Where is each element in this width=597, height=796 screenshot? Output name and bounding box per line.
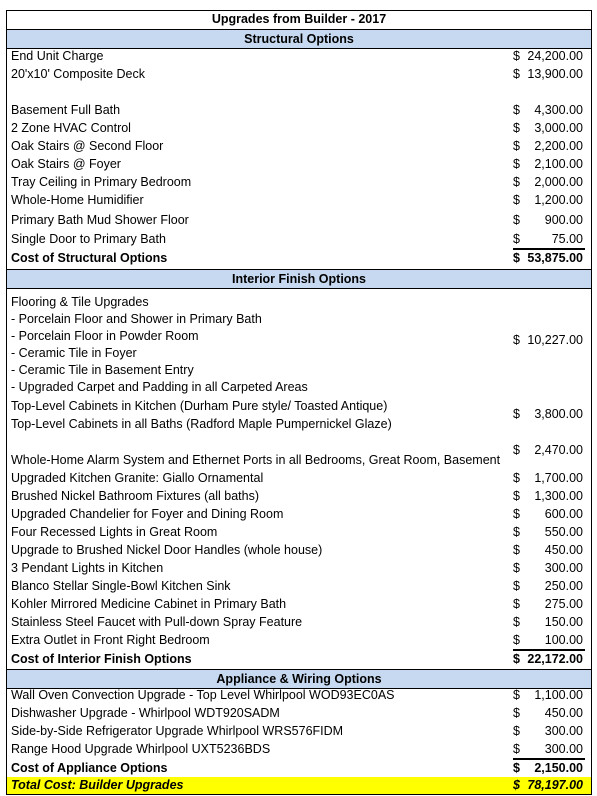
item-amount: 250.00 bbox=[544, 579, 583, 593]
dollar-sign: $ bbox=[513, 139, 520, 153]
dollar-sign: $ bbox=[513, 761, 520, 775]
section-title: Appliance & Wiring Options bbox=[216, 672, 382, 686]
subtotal-row-interior bbox=[7, 652, 591, 670]
item-amount: 100.00 bbox=[544, 633, 583, 647]
flooring-line bbox=[7, 295, 591, 313]
line-item bbox=[7, 579, 591, 597]
subtotal-label: Cost of Interior Finish Options bbox=[11, 652, 192, 666]
dollar-sign: $ bbox=[513, 706, 520, 720]
section-header-appliance bbox=[7, 669, 591, 689]
dollar-sign: $ bbox=[513, 333, 520, 347]
dollar-sign: $ bbox=[513, 742, 520, 756]
item-amount: 300.00 bbox=[544, 561, 583, 575]
item-label: - Porcelain Floor in Powder Room bbox=[11, 329, 199, 343]
dollar-sign: $ bbox=[513, 443, 520, 457]
item-label: - Upgraded Carpet and Padding in all Carpeted Areas bbox=[11, 380, 308, 394]
item-label: Upgraded Kitchen Granite: Giallo Ornamental bbox=[11, 471, 264, 485]
dollar-sign: $ bbox=[513, 471, 520, 485]
item-amount: 450.00 bbox=[544, 543, 583, 557]
item-label: Flooring & Tile Upgrades bbox=[11, 295, 149, 309]
subtotal-row-structural bbox=[7, 251, 591, 269]
subtotal-amount: 22,172.00 bbox=[527, 652, 583, 666]
item-amount: 2,000.00 bbox=[534, 175, 583, 189]
item-amount: 1,700.00 bbox=[534, 471, 583, 485]
item-label: Top-Level Cabinets in all Baths (Radford Maple Pumpernickel Glaze) bbox=[11, 417, 392, 431]
dollar-sign: $ bbox=[513, 652, 520, 666]
dollar-sign: $ bbox=[513, 103, 520, 117]
flooring-line bbox=[7, 329, 591, 347]
dollar-sign: $ bbox=[513, 615, 520, 629]
total-label: Total Cost: Builder Upgrades bbox=[11, 778, 184, 792]
item-label: - Ceramic Tile in Foyer bbox=[11, 346, 137, 360]
dollar-sign: $ bbox=[513, 579, 520, 593]
flooring-line bbox=[7, 363, 591, 381]
section-title: Structural Options bbox=[244, 32, 354, 46]
line-item bbox=[7, 232, 591, 250]
line-item bbox=[7, 597, 591, 615]
item-amount: 1,300.00 bbox=[534, 489, 583, 503]
item-label: Blanco Stellar Single-Bowl Kitchen Sink bbox=[11, 579, 231, 593]
item-label: Kohler Mirrored Medicine Cabinet in Primary Bath bbox=[11, 597, 287, 611]
dollar-sign: $ bbox=[513, 489, 520, 503]
line-item bbox=[7, 213, 591, 231]
line-item bbox=[7, 688, 591, 706]
line-item bbox=[7, 742, 591, 760]
item-label: End Unit Charge bbox=[11, 49, 104, 63]
item-amount: 900.00 bbox=[544, 213, 583, 227]
subtotal-rule bbox=[513, 649, 585, 651]
dollar-sign: $ bbox=[513, 633, 520, 647]
line-item bbox=[7, 525, 591, 543]
item-label: Wall Oven Convection Upgrade - Top Level Whirlpool WOD93EC0AS bbox=[11, 688, 395, 702]
item-amount: 2,470.00 bbox=[534, 443, 583, 457]
item-amount: 150.00 bbox=[544, 615, 583, 629]
upgrades-table bbox=[6, 10, 592, 795]
item-label: Tray Ceiling in Primary Bedroom bbox=[11, 175, 192, 189]
item-amount: 75.00 bbox=[551, 232, 583, 246]
item-label: Basement Full Bath bbox=[11, 103, 121, 117]
item-label: Oak Stairs @ Second Floor bbox=[11, 139, 164, 153]
line-item bbox=[7, 103, 591, 121]
item-amount: 1,100.00 bbox=[534, 688, 583, 702]
line-item bbox=[7, 633, 591, 651]
item-label: Four Recessed Lights in Great Room bbox=[11, 525, 218, 539]
title-text: Upgrades from Builder - 2017 bbox=[211, 12, 387, 26]
dollar-sign: $ bbox=[513, 543, 520, 557]
line-item bbox=[7, 193, 591, 211]
line-item bbox=[7, 471, 591, 489]
item-amount: 13,900.00 bbox=[527, 67, 583, 81]
item-amount: 2,100.00 bbox=[534, 157, 583, 171]
item-amount: 3,000.00 bbox=[534, 121, 583, 135]
item-label: Stainless Steel Faucet with Pull-down Spray Feature bbox=[11, 615, 303, 629]
line-item bbox=[7, 489, 591, 507]
line-item bbox=[7, 507, 591, 525]
item-label: 3 Pendant Lights in Kitchen bbox=[11, 561, 164, 575]
line-item bbox=[7, 49, 591, 67]
item-label: Upgrade to Brushed Nickel Door Handles (whole house) bbox=[11, 543, 323, 557]
subtotal-amount: 2,150.00 bbox=[534, 761, 583, 775]
section-header-structural bbox=[7, 29, 591, 49]
total-amount: 78,197.00 bbox=[527, 778, 583, 792]
item-amount: 3,800.00 bbox=[534, 407, 583, 421]
item-label: Whole-Home Alarm System and Ethernet Ports in all Bedrooms, Great Room, Basement bbox=[11, 453, 501, 467]
dollar-sign: $ bbox=[513, 121, 520, 135]
item-label: Upgraded Chandelier for Foyer and Dining Room bbox=[11, 507, 284, 521]
flooring-line bbox=[7, 346, 591, 364]
line-item bbox=[7, 175, 591, 193]
line-item bbox=[7, 706, 591, 724]
section-header-interior bbox=[7, 269, 591, 289]
item-amount: 300.00 bbox=[544, 742, 583, 756]
dollar-sign: $ bbox=[513, 49, 520, 63]
item-label: Side-by-Side Refrigerator Upgrade Whirlpool WRS576FIDM bbox=[11, 724, 344, 738]
subtotal-rule bbox=[513, 248, 585, 250]
line-item bbox=[7, 561, 591, 579]
dollar-sign: $ bbox=[513, 213, 520, 227]
grand-total-row bbox=[7, 777, 591, 794]
dollar-sign: $ bbox=[513, 688, 520, 702]
item-amount: 450.00 bbox=[544, 706, 583, 720]
item-label: Single Door to Primary Bath bbox=[11, 232, 166, 246]
dollar-sign: $ bbox=[513, 232, 520, 246]
dollar-sign: $ bbox=[513, 561, 520, 575]
line-item bbox=[7, 157, 591, 175]
item-amount: 300.00 bbox=[544, 724, 583, 738]
item-label: Top-Level Cabinets in Kitchen (Durham Pure style/ Toasted Antique) bbox=[11, 399, 388, 413]
line-item bbox=[7, 121, 591, 139]
item-amount: 1,200.00 bbox=[534, 193, 583, 207]
dollar-sign: $ bbox=[513, 251, 520, 265]
dollar-sign: $ bbox=[513, 597, 520, 611]
dollar-sign: $ bbox=[513, 778, 520, 792]
item-amount: 600.00 bbox=[544, 507, 583, 521]
line-item bbox=[7, 67, 591, 85]
dollar-sign: $ bbox=[513, 407, 520, 421]
item-label: - Porcelain Floor and Shower in Primary Bath bbox=[11, 312, 262, 326]
flooring-line bbox=[7, 312, 591, 330]
alarm-line bbox=[7, 453, 591, 471]
dollar-sign: $ bbox=[513, 175, 520, 189]
line-item bbox=[7, 724, 591, 742]
section-title: Interior Finish Options bbox=[231, 272, 367, 286]
item-label: Range Hood Upgrade Whirlpool UXT5236BDS bbox=[11, 742, 271, 756]
item-amount: 550.00 bbox=[544, 525, 583, 539]
item-amount: 275.00 bbox=[544, 597, 583, 611]
line-item bbox=[7, 139, 591, 157]
subtotal-amount: 53,875.00 bbox=[527, 251, 583, 265]
item-label: Primary Bath Mud Shower Floor bbox=[11, 213, 189, 227]
item-label: - Ceramic Tile in Basement Entry bbox=[11, 363, 194, 377]
item-amount: 4,300.00 bbox=[534, 103, 583, 117]
line-item bbox=[7, 615, 591, 633]
line-item bbox=[7, 543, 591, 561]
item-label: Oak Stairs @ Foyer bbox=[11, 157, 121, 171]
item-amount: 24,200.00 bbox=[527, 49, 583, 63]
subtotal-label: Cost of Structural Options bbox=[11, 251, 168, 265]
dollar-sign: $ bbox=[513, 507, 520, 521]
dollar-sign: $ bbox=[513, 525, 520, 539]
item-label: Dishwasher Upgrade - Whirlpool WDT920SADM bbox=[11, 706, 280, 720]
dollar-sign: $ bbox=[513, 67, 520, 81]
dollar-sign: $ bbox=[513, 193, 520, 207]
item-label: Extra Outlet in Front Right Bedroom bbox=[11, 633, 210, 647]
cabinet-line bbox=[7, 417, 591, 435]
item-label: 20'x10' Composite Deck bbox=[11, 67, 146, 81]
flooring-line bbox=[7, 380, 591, 398]
table-title bbox=[7, 12, 591, 29]
item-amount: 2,200.00 bbox=[534, 139, 583, 153]
item-label: Whole-Home Humidifier bbox=[11, 193, 144, 207]
subtotal-rule bbox=[513, 758, 585, 760]
subtotal-label: Cost of Appliance Options bbox=[11, 761, 168, 775]
dollar-sign: $ bbox=[513, 157, 520, 171]
dollar-sign: $ bbox=[513, 724, 520, 738]
item-label: Brushed Nickel Bathroom Fixtures (all baths) bbox=[11, 489, 260, 503]
item-amount: 10,227.00 bbox=[527, 333, 583, 347]
item-label: 2 Zone HVAC Control bbox=[11, 121, 131, 135]
